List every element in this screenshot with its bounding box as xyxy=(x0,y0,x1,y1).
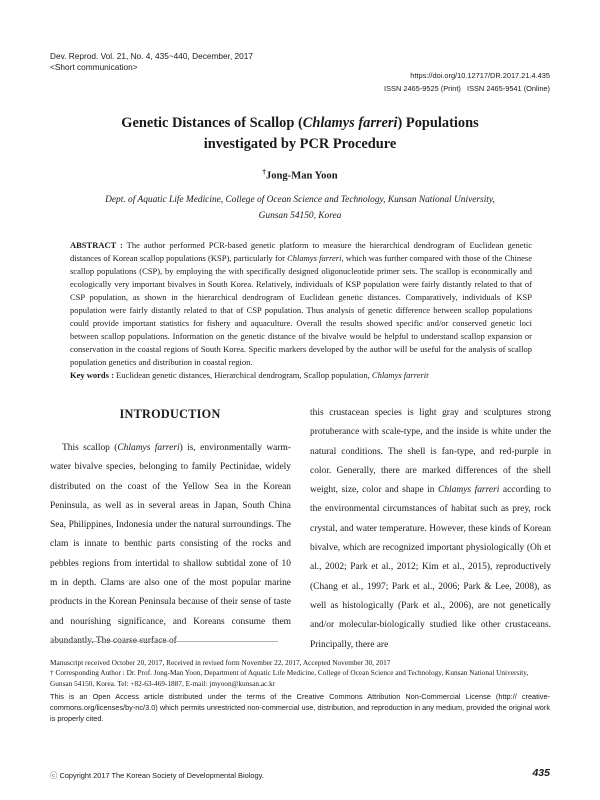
license-statement: This is an Open Access article distributed under the terms of the Creative Commons Attribution Non-Commercial License (http:// creative-commons.org/licenses/by-nc/3.0) which permits unrestricted non-commercial use, distribution, and reproduction in any medium, provided the original work is properly cited. xyxy=(50,692,550,723)
corresponding-author: † Corresponding Author : Dr. Prof. Jong-Man Yoon, Department of Aquatic Life Medicine, College of Ocean Science and Technology, Kunsan National University, Gunsan 54150, Korea. Tel: +82-63-469-1887, E-mail: jmyoon@kunsan.ac.kr xyxy=(50,668,529,688)
abstract-species: Chlamys farreri xyxy=(287,252,342,263)
doi-block xyxy=(384,70,550,95)
manuscript-dates: Manuscript received October 20, 2017, Received in revised form November 22, 2017, Accepted November 30, 2017 xyxy=(50,658,391,667)
title-line1-end: ) Populations xyxy=(397,115,479,131)
keywords-label: Key words : xyxy=(70,369,114,380)
section-heading-introduction: INTRODUCTION xyxy=(119,407,221,421)
intro-paragraph-right xyxy=(310,404,551,655)
body-column-left xyxy=(50,439,291,651)
author-dagger: † xyxy=(262,168,266,176)
body-column-right xyxy=(310,404,551,655)
journal-header xyxy=(50,51,253,73)
intro-left-species: Chlamys farreri xyxy=(117,443,180,453)
keywords-text: Euclidean genetic distances, Hierarchical dendrogram, Scallop population, xyxy=(113,369,372,380)
abstract xyxy=(70,239,532,381)
title-line1-start: Genetic Distances of Scallop ( xyxy=(121,115,303,131)
author-name: Jong-Man Yoon xyxy=(265,170,338,182)
author-line xyxy=(50,168,550,182)
keywords xyxy=(70,369,532,382)
affiliation-line1: Dept. of Aquatic Life Medicine, College of Ocean Science and Technology, Kunsan National University, xyxy=(105,195,495,205)
intro-right-text-b: according to the environmental circumstances of habitat such as prey, rock crystal, and water temperature. However, these kinds of Korean bivalve, which are recognized important physiologically (Oh et al., 2002; Park et al., 2012; Kim et al., 2015), reproductively (Chang et al., 1997; Park et al., 2006; Park & Lee, 2008), as well as histologically (Park et al., 2006), are not genetically and/or molecular-biologically studied like other crustaceans. Principally, there are xyxy=(310,485,551,650)
journal-citation: Dev. Reprod. Vol. 21, No. 4, 435~440, December, 2017 xyxy=(50,51,254,61)
doi-link[interactable]: https://doi.org/10.12717/DR.2017.21.4.435 xyxy=(410,71,550,80)
title-line2: investigated by PCR Procedure xyxy=(203,136,397,152)
affiliation-line2: Gunsan 54150, Korea xyxy=(258,210,342,221)
intro-right-text-a: this crustacean species is light gray and sculptures strong protuberance with scale-type, and the inside is white under the natural conditions. The shell is fan-type, and red-purple in color. Generally, there are marked differences of the shell weight, size, color and shape in xyxy=(310,408,551,496)
intro-paragraph-left xyxy=(50,439,291,651)
abstract-text-b: , which was further compared with those of the Chinese scallop populations (CSP), by employing the with specifically designed oligonucleotide primer sets. The scallop is economically and ecologically very important bivalves in South Korea. Relatively, individuals of KSP population were fairly distantly related to that of CSP population, as shown in the hierarchical dendrogram of Euclidean genetic distances. Comparatively, individuals of KSP population were fairly distantly related to that of CSP population. Thus analysis of genetic difference between scallop populations could provide important statistics for fishery and aquaculture. Overall the results showed specific and/or conserved genetic loci between scallop populations. Information on the genetic distance of the bivalve would be helpful to understand scallop expansion or conservation in the coastal regions of South Korea. Specific markers developed by the author will be useful for the analysis of scallop population genetics and distribution in coastal region. xyxy=(70,252,533,367)
article-type: <Short communication> xyxy=(50,62,138,72)
intro-right-species: Chlamys farreri xyxy=(438,485,500,496)
article-title xyxy=(50,113,550,155)
intro-left-text-b: ) is, environmentally warm-water bivalve species, belonging to family Pectinidae, widely distributed on the coast of the Yellow Sea in the Korean Peninsula, as well as in several areas in Japan, South China Sea, Philippines, Indonesia under the natural surroundings. The clam is innate to benthic parts consisting of the rocks and pebbles regions from intertidal to shallow subtidal zone of 10 m in depth. Clams are also one of the most popular marine products in the Korean Peninsula because of their sense of taste and nourishing significance, and Koreans consume them abundantly. The coarse surface of xyxy=(50,443,291,646)
footnotes xyxy=(50,658,550,689)
keywords-species: Chlamys farrerit xyxy=(371,369,429,380)
issn-line: ISSN 2465-9525 (Print) ISSN 2465-9541 (Online) xyxy=(384,83,550,93)
abstract-text-a: The author performed PCR-based genetic platform to measure the hierarchical dendrogram of Euclidean genetic distances of Korean scallop populations (KSP), particularly for xyxy=(70,240,532,263)
intro-left-text-a: This scallop ( xyxy=(62,443,118,453)
title-species: Chlamys farreri xyxy=(302,115,398,131)
page-number: 435 xyxy=(532,767,550,779)
abstract-label: ABSTRACT : xyxy=(70,240,123,250)
affiliation xyxy=(80,193,520,224)
copyright-notice: ⓒ Copyright 2017 The Korean Society of Developmental Biology. xyxy=(50,771,264,780)
footnote-divider xyxy=(50,641,278,642)
